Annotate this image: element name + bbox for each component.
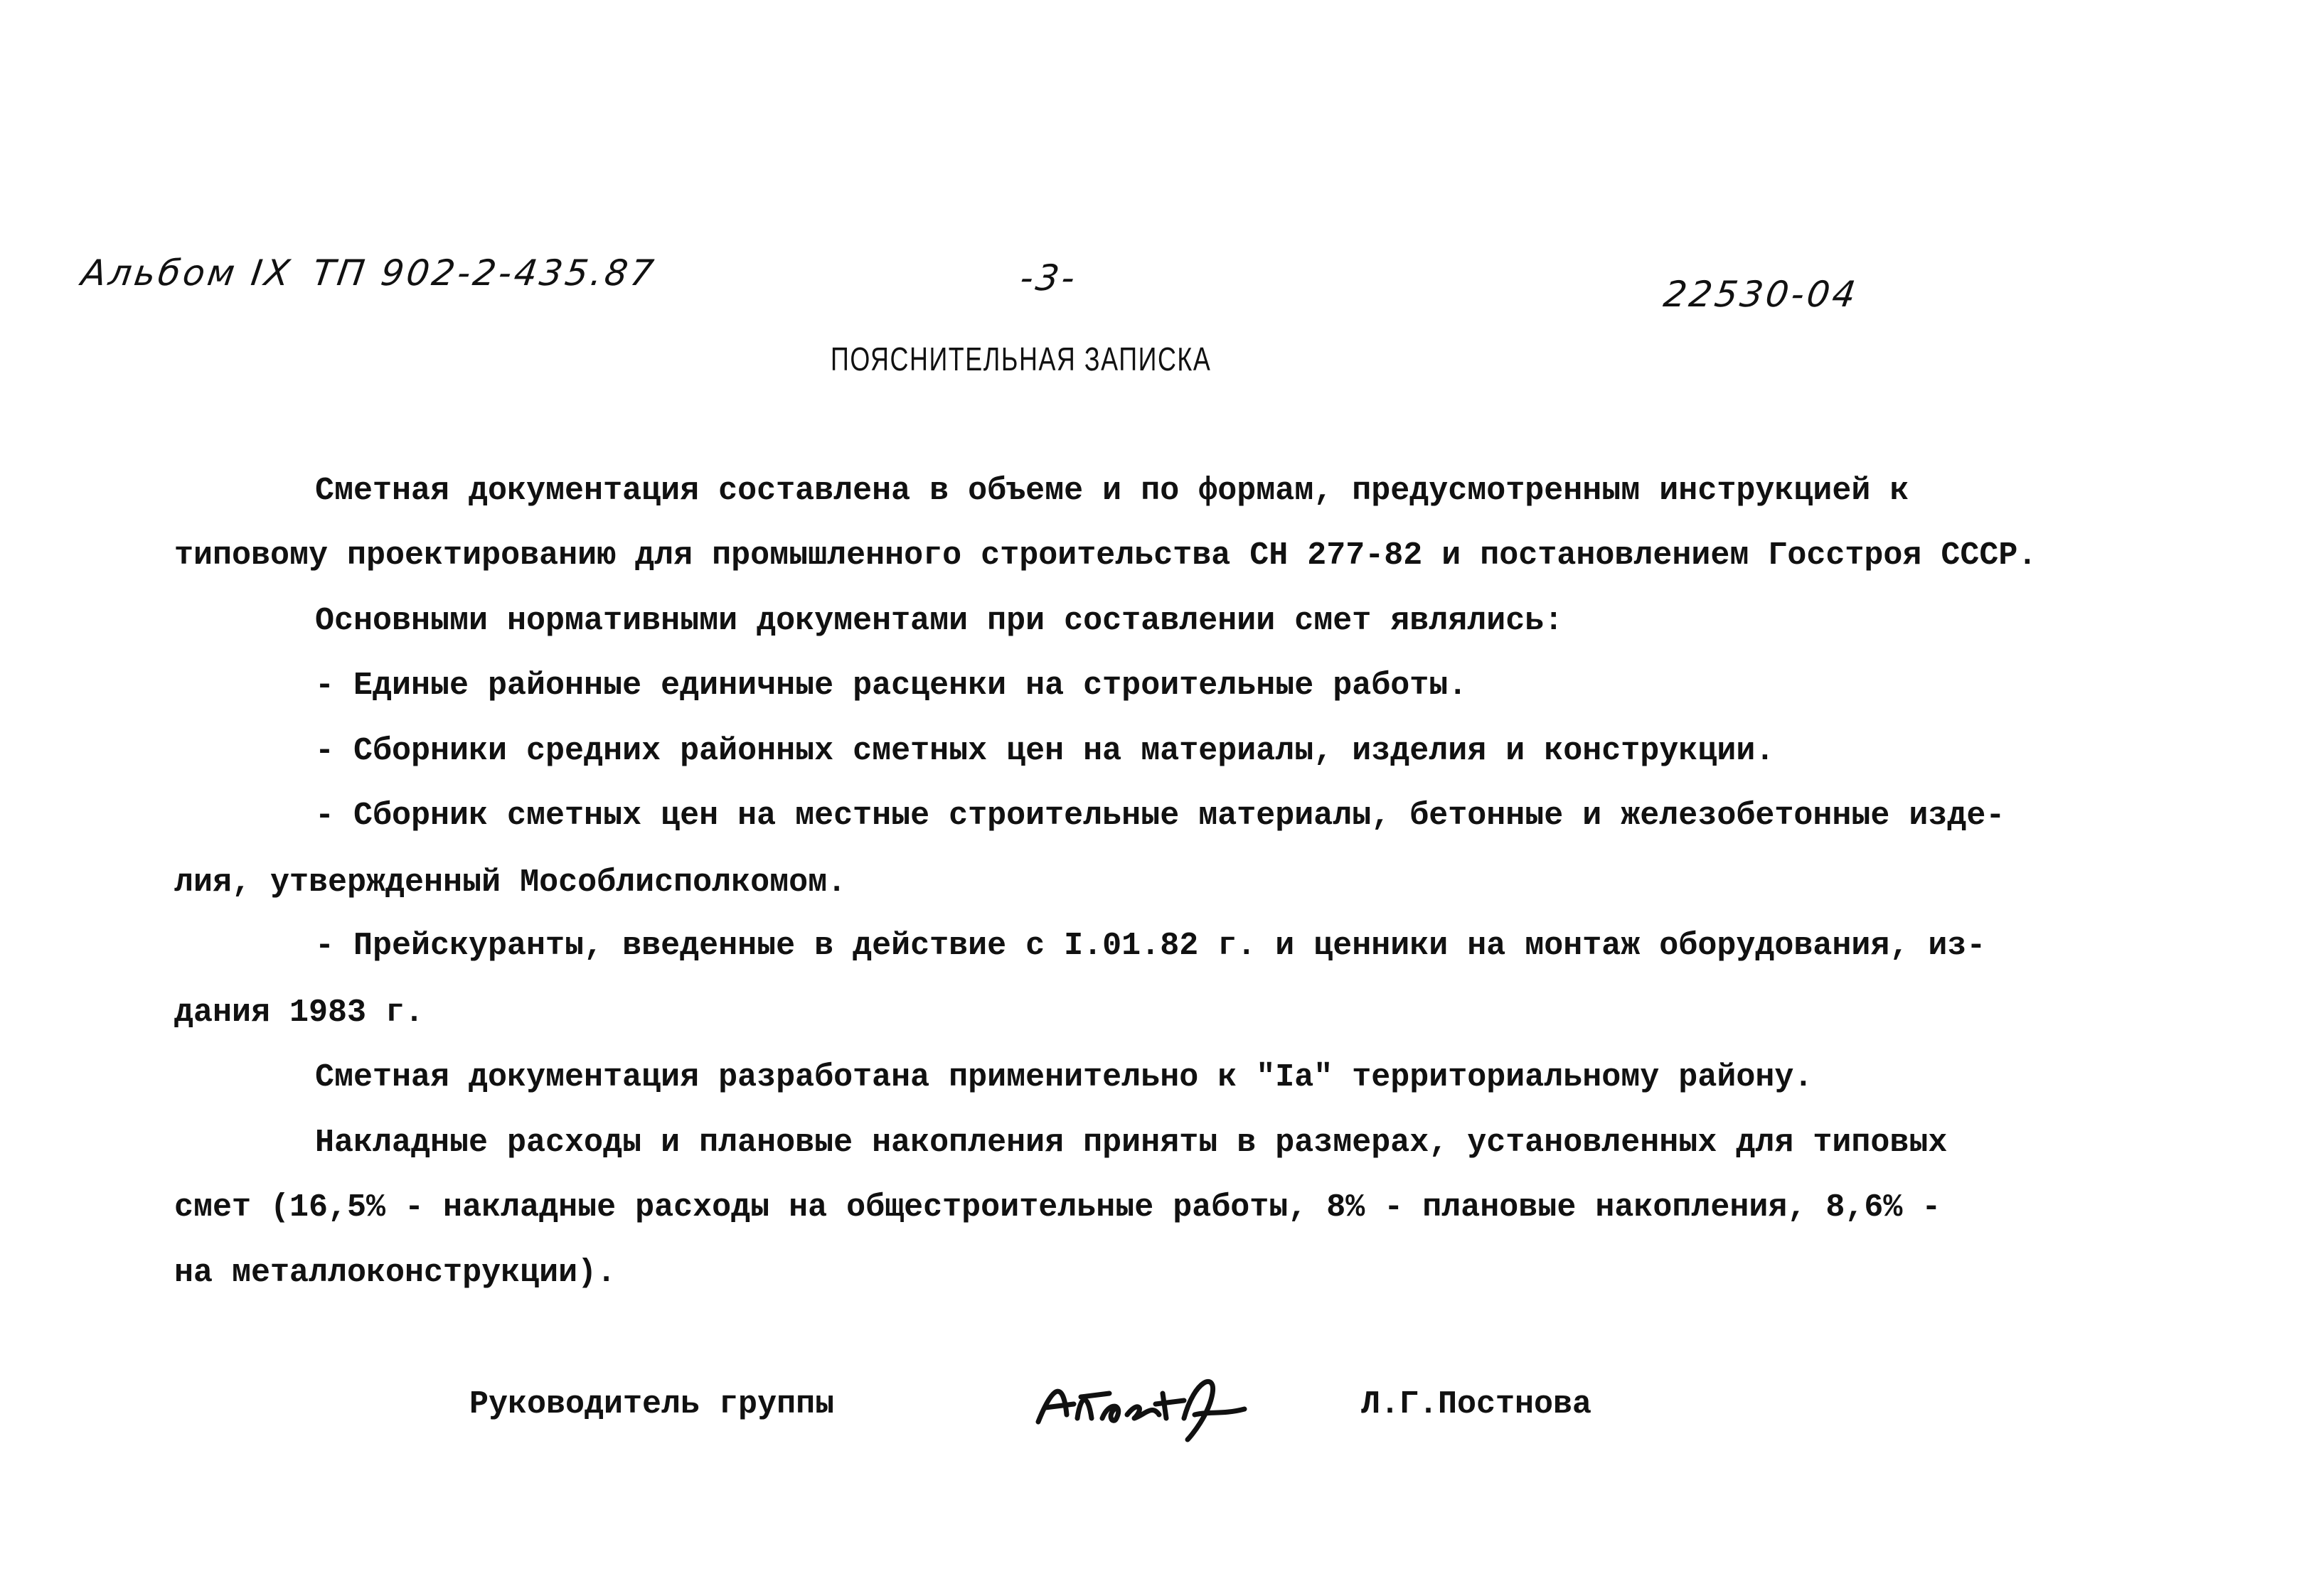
text-line: - Единые районные единичные расценки на строительные работы. — [315, 668, 1468, 704]
text-line: на металлоконструкции). — [174, 1255, 617, 1291]
document-number: 22530-04 — [1660, 274, 1861, 315]
text-line: Сметная документация разработана применительно к "Iа" территориальному району. — [315, 1059, 1813, 1096]
text-line: - Сборник сметных цен на местные строительные материалы, бетонные и железобетонные изде- — [315, 798, 2005, 834]
handwritten-signature — [1031, 1365, 1259, 1447]
signature-position: Руководитель группы — [469, 1386, 835, 1423]
text-line: Основными нормативными документами при составлении смет являлись: — [315, 603, 1564, 639]
text-line: смет (16,5% - накладные расходы на общестроительные работы, 8% - плановые накопления, 8,6% - — [174, 1189, 1941, 1226]
project-code: ТП 902-2-435.87 — [309, 252, 659, 294]
text-line: лия, утвержденный Мособлисполкомом. — [174, 864, 847, 901]
album-label: Альбом IX — [78, 252, 295, 294]
text-line: Сметная документация составлена в объеме и по формам, предусмотренным инструкцией к — [315, 473, 1909, 509]
page-number: -3- — [1017, 257, 1080, 299]
text-line: дания 1983 г. — [174, 995, 425, 1031]
text-line: типовому проектированию для промышленного строительства СН 277-82 и постановлением Госстроя СССР. — [174, 537, 2037, 574]
page-title: ПОЯСНИТЕЛЬНАЯ ЗАПИСКА — [831, 341, 1212, 377]
signatory-name: Л.Г.Постнова — [1361, 1386, 1592, 1423]
text-line: Накладные расходы и плановые накопления приняты в размерах, установленных для типовых — [315, 1125, 1948, 1161]
text-line: - Сборники средних районных сметных цен на материалы, изделия и конструкции. — [315, 733, 1775, 769]
text-line: - Прейскуранты, введенные в действие с I.01.82 г. и ценники на монтаж оборудования, из- — [315, 928, 1986, 964]
